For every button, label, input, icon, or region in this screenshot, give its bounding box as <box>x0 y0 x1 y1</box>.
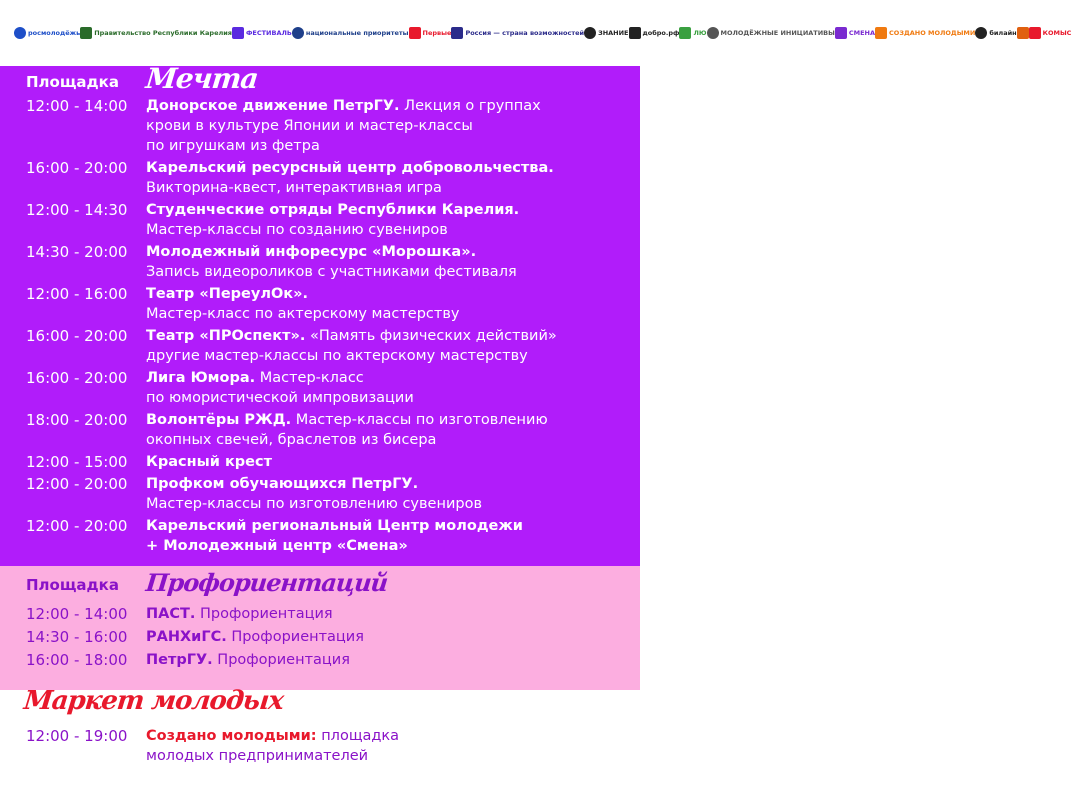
event-description <box>146 726 626 766</box>
logo-text: ЗНАНИЕ <box>598 28 629 37</box>
description-line <box>146 388 626 408</box>
logo-text: росмолодёжь <box>28 28 81 37</box>
event-text: Мастер-класс по актерскому мастерству <box>146 306 460 322</box>
description-line <box>146 262 626 282</box>
description-line <box>146 650 626 670</box>
organizer-name: Профком обучающихся ПетрГУ. <box>146 476 419 492</box>
logo-text: КОМЫС <box>1042 28 1071 37</box>
event-description <box>146 200 626 240</box>
description-line <box>146 158 626 178</box>
description-line <box>146 410 626 430</box>
partner-logo <box>409 27 452 39</box>
event-description <box>146 650 626 670</box>
logo-mark-icon <box>232 27 244 39</box>
description-line <box>146 474 626 494</box>
partner-logo <box>451 27 584 39</box>
event-description <box>146 627 626 647</box>
section-title: Маркет молодых <box>22 686 285 716</box>
partner-logo <box>1029 27 1071 39</box>
logo-text: добро.рф <box>642 28 680 37</box>
logo-text: СМЕНА <box>848 28 876 37</box>
logo-mark-icon <box>80 27 92 39</box>
description-line <box>146 284 626 304</box>
event-text: другие мастер-классы по актерскому мастерству <box>146 348 528 364</box>
event-text: «Память физических действий» <box>305 328 557 344</box>
event-description <box>146 326 626 366</box>
partner-logo <box>707 27 835 39</box>
description-line <box>146 200 626 220</box>
organizer-name: Лига Юмора. <box>146 370 256 386</box>
partner-logo <box>584 27 628 39</box>
logo-mark-icon <box>875 27 887 39</box>
section-market <box>0 686 640 800</box>
logo-text: билайн <box>989 28 1017 37</box>
section-title: Профориентаций <box>144 568 389 597</box>
event-text: Мастер-класс <box>255 370 364 386</box>
logo-text: Правительство Республики Карелия <box>94 28 232 37</box>
event-description <box>146 452 626 472</box>
event-text: по юмористической импровизации <box>146 390 414 406</box>
event-text: Викторина-квест, интерактивная игра <box>146 180 442 196</box>
logo-mark-icon <box>292 27 304 39</box>
description-line <box>146 516 626 536</box>
section-title: Мечта <box>144 62 260 95</box>
partner-logo <box>835 27 875 39</box>
event-time: 12:00 - 20:00 <box>26 475 128 493</box>
organizer-name: Театр «ПереулОк». <box>146 286 309 302</box>
organizer-name: Молодежный инфоресурс «Морошка». <box>146 244 477 260</box>
description-line <box>146 96 626 116</box>
partner-logo <box>975 27 1016 39</box>
section-label: Площадка <box>26 576 119 594</box>
organizer-name: РАНХиГС. <box>146 629 227 645</box>
description-line <box>146 726 626 746</box>
logo-text: национальные приоритеты <box>305 28 409 37</box>
event-time: 12:00 - 14:00 <box>26 97 128 115</box>
logo-mark-icon <box>1029 27 1041 39</box>
event-description <box>146 158 626 198</box>
partner-logo <box>292 27 409 39</box>
event-description <box>146 516 626 556</box>
logo-mark-icon <box>1017 27 1029 39</box>
organizer-name: Волонтёры РЖД. <box>146 412 292 428</box>
event-time: 14:30 - 16:00 <box>26 628 128 646</box>
organizer-name: Донорское движение ПетрГУ. <box>146 98 400 114</box>
event-text: Мастер-классы по изготовлению <box>291 412 548 428</box>
event-time: 12:00 - 20:00 <box>26 517 128 535</box>
event-text: крови в культуре Японии и мастер-классы <box>146 118 473 134</box>
logo-text: ЛЮ <box>693 28 707 37</box>
partner-logos-bar <box>0 0 1071 66</box>
logo-text: Первые <box>422 28 452 37</box>
event-time: 12:00 - 14:00 <box>26 605 128 623</box>
organizer-name: ПетрГУ. <box>146 652 213 668</box>
event-time: 18:00 - 20:00 <box>26 411 128 429</box>
partner-logo <box>875 27 975 39</box>
description-line <box>146 452 626 472</box>
description-line <box>146 746 626 766</box>
event-text: площадка <box>316 728 400 744</box>
event-text: окопных свечей, браслетов из бисера <box>146 432 437 448</box>
section-label: Площадка <box>26 73 119 91</box>
description-line <box>146 326 626 346</box>
description-line <box>146 116 626 136</box>
logo-text: Россия — страна возможностей <box>465 28 585 37</box>
logo-mark-icon <box>409 27 421 39</box>
organizer-name: Создано молодыми: <box>146 728 317 744</box>
description-line <box>146 136 626 156</box>
event-time: 12:00 - 15:00 <box>26 453 128 471</box>
logo-mark-icon <box>835 27 847 39</box>
organizer-name: ПАСТ. <box>146 606 196 622</box>
organizer-name: + Молодежный центр «Смена» <box>146 538 408 554</box>
partner-logo <box>679 27 706 39</box>
partner-logo <box>80 27 232 39</box>
event-text: Профориентация <box>226 629 364 645</box>
organizer-name: Красный крест <box>146 454 273 470</box>
event-time: 16:00 - 20:00 <box>26 159 128 177</box>
event-description <box>146 96 626 156</box>
logo-text: МОЛОДЁЖНЫЕ ИНИЦИАТИВЫ <box>720 28 835 37</box>
organizer-name: Театр «ПРОспект». <box>146 328 306 344</box>
event-time: 16:00 - 20:00 <box>26 327 128 345</box>
logo-mark-icon <box>584 27 596 39</box>
event-description <box>146 410 626 450</box>
event-time: 14:30 - 20:00 <box>26 243 128 261</box>
event-text: Профориентация <box>212 652 350 668</box>
description-line <box>146 346 626 366</box>
organizer-name: Карельский региональный Центр молодежи <box>146 518 523 534</box>
logo-mark-icon <box>451 27 463 39</box>
event-description <box>146 242 626 282</box>
description-line <box>146 220 626 240</box>
event-description <box>146 284 626 324</box>
partner-logo <box>232 27 292 39</box>
description-line <box>146 536 626 556</box>
event-text: Запись видеороликов с участниками фестиваля <box>146 264 517 280</box>
event-time: 16:00 - 20:00 <box>26 369 128 387</box>
event-text: молодых предпринимателей <box>146 748 369 764</box>
description-line <box>146 604 626 624</box>
event-text: Профориентация <box>195 606 333 622</box>
logo-mark-icon <box>14 27 26 39</box>
description-line <box>146 304 626 324</box>
partner-logo <box>14 27 80 39</box>
logo-text: СОЗДАНО МОЛОДЫМИ <box>889 28 976 37</box>
section-prof <box>0 566 640 690</box>
partner-logo <box>1017 27 1029 39</box>
logo-mark-icon <box>975 27 987 39</box>
event-text: Мастер-классы по изготовлению сувениров <box>146 496 482 512</box>
description-line <box>146 242 626 262</box>
description-line <box>146 494 626 514</box>
organizer-name: Студенческие отряды Республики Карелия. <box>146 202 520 218</box>
section-mechta <box>0 62 640 566</box>
event-description <box>146 474 626 514</box>
event-description <box>146 368 626 408</box>
event-description <box>146 604 626 624</box>
event-time: 12:00 - 14:30 <box>26 201 128 219</box>
event-time: 12:00 - 19:00 <box>26 727 128 745</box>
logo-text: ФЕСТИВАЛЬ <box>245 28 292 37</box>
description-line <box>146 178 626 198</box>
logo-mark-icon <box>679 27 691 39</box>
description-line <box>146 627 626 647</box>
event-text: Мастер-классы по созданию сувениров <box>146 222 448 238</box>
logo-mark-icon <box>629 27 641 39</box>
logo-mark-icon <box>707 27 719 39</box>
description-line <box>146 430 626 450</box>
event-text: по игрушкам из фетра <box>146 138 320 154</box>
event-time: 16:00 - 18:00 <box>26 651 128 669</box>
organizer-name: Карельский ресурсный центр добровольчества. <box>146 160 554 176</box>
event-time: 12:00 - 16:00 <box>26 285 128 303</box>
partner-logo <box>629 27 680 39</box>
description-line <box>146 368 626 388</box>
event-text: Лекция о группах <box>399 98 541 114</box>
